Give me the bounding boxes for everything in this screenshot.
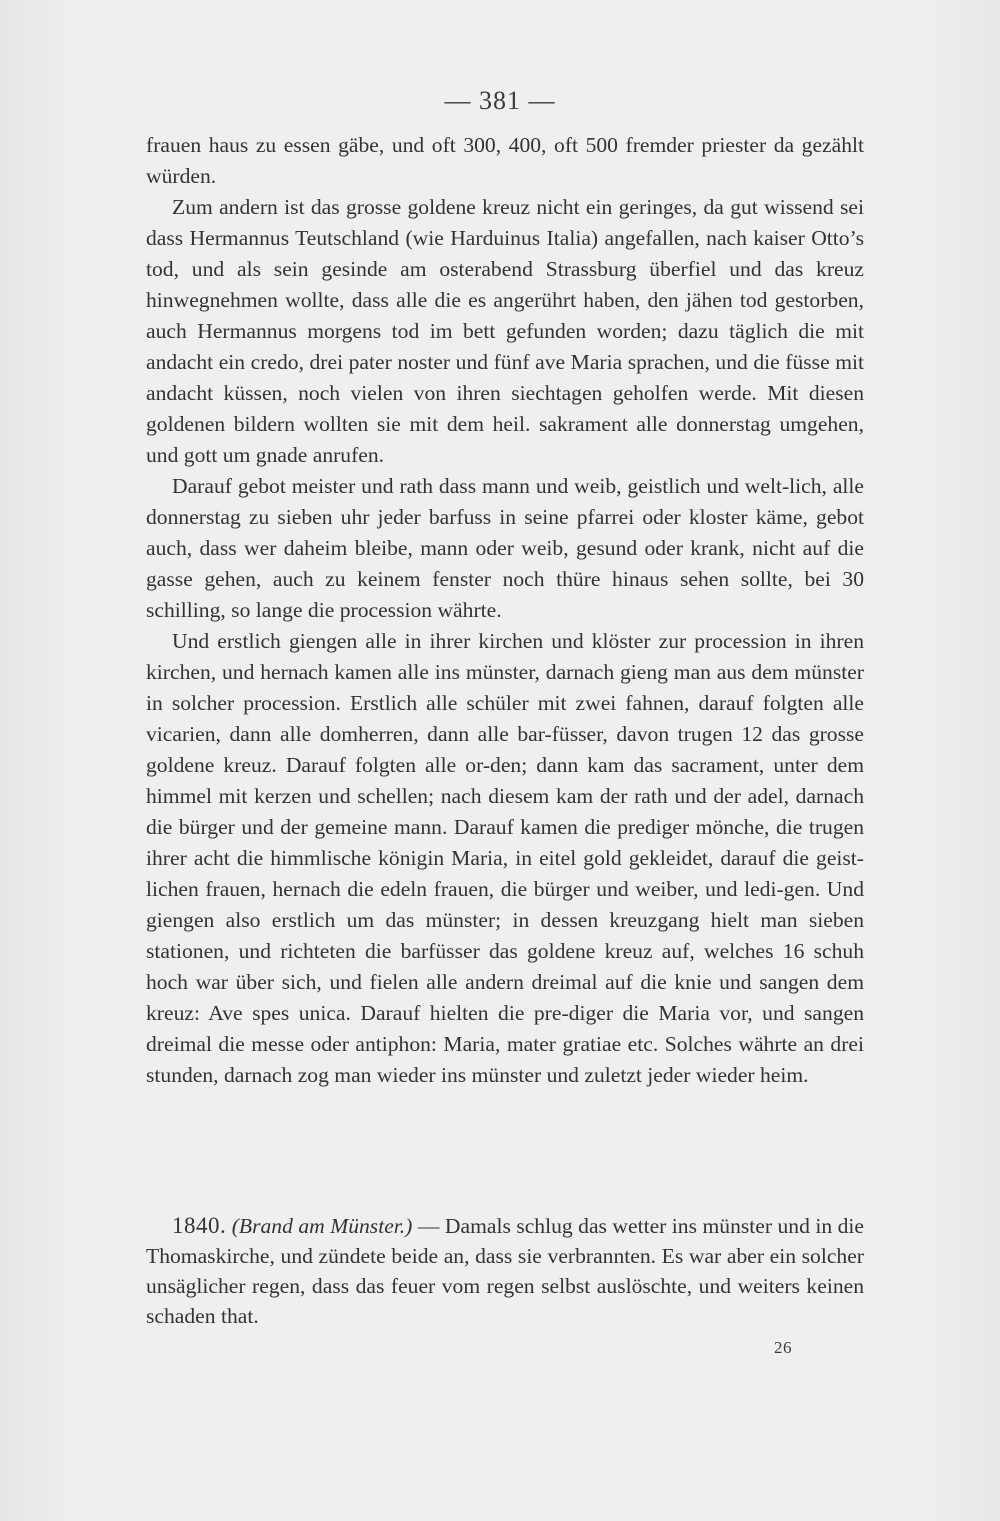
chronicle-entry xyxy=(146,1211,864,1331)
paragraph: Zum andern ist das grosse goldene kreuz nicht ein geringes, da gut wissend sei dass Hermannus Teutschland (wie Harduinus Italia) angefallen, nach kaiser Otto’s tod, und als sein gesinde am osterabend Strassburg überfiel und das kreuz hinwegnehmen wollte, dass alle die es angerührt haben, den jähen tod gestorben, auch Hermannus morgens tod im bett gefunden worden; dazu täglich die mit andacht ein credo, drei pater noster und fünf ave Maria sprachen, und die füsse mit andacht küssen, noch vielen von ihren siechtagen geholfen werde. Mit diesen goldenen bildern wollten sie mit dem heil. sakrament alle donnerstag umgehen, und gott um gnade anrufen. xyxy=(146,195,864,467)
entry-text: — Damals schlug das wetter ins münster und in die Thomaskirche, und zündete beide an, dass sie verbrannten. Es war aber ein solcher unsäglicher regen, dass das feuer vom regen selbst auslöschte, und weiters keinen schaden that. xyxy=(146,1214,864,1328)
page-number: — 381 — xyxy=(444,86,556,115)
paragraph: Darauf gebot meister und rath dass mann und weib, geistlich und welt-lich, alle donnerstag zu sieben uhr jeder barfuss in seine pfarrei oder kloster käme, gebot auch, dass wer daheim bleibe, mann oder weib, gesund oder krank, nicht auf die gasse gehen, auch zu keinem fenster noch thüre hinaus sehen sollte, bei 30 schilling, so lange die procession währte. xyxy=(146,474,864,622)
entry-paragraph xyxy=(146,1211,864,1331)
entry-title: (Brand am Münster.) xyxy=(231,1214,413,1238)
paragraph: Und erstlich giengen alle in ihrer kirchen und klöster zur procession in ihren kirchen, und hernach kamen alle ins münster, darnach gieng man aus dem münster in solcher procession. Erstlich alle schüler mit zwei fahnen, darauf folgten alle vicarien, dann alle domherren, dann alle bar-füsser, davon trugen 12 das grosse goldene kreuz. Darauf folgten alle or-den; dann kam das sacrament, unter dem himmel mit kerzen und schellen; nach diesem kam der rath und der adel, darnach die bürger und der gemeine mann. Darauf kamen die prediger mönche, die trugen ihrer acht die himmlische königin Maria, in eitel gold gekleidet, darauf die geist-lichen frauen, hernach die edeln frauen, die bürger und weiber, und ledi-gen. Und giengen also erstlich um das münster; in dessen kreuzgang hielt man sieben stationen, und richteten die barfüsser das goldene kreuz auf, welches 16 schuh hoch war über sich, und fielen alle andern dreimal auf die knie und sangen dem kreuz: Ave spes unica. Darauf hielten die pre-diger die Maria vor, und sangen dreimal die messe oder antiphon: Maria, mater gratiae etc. Solches währte an drei stunden, darnach zog man wieder ins münster und zuletzt jeder wieder heim. xyxy=(146,629,864,1087)
signature-mark: 26 xyxy=(774,1338,792,1357)
main-text xyxy=(146,130,864,1091)
entry-year: 1840. xyxy=(172,1213,227,1238)
paragraph: frauen haus zu essen gäbe, und oft 300, 400, oft 500 fremder priester da gezählt würden. xyxy=(146,133,864,188)
